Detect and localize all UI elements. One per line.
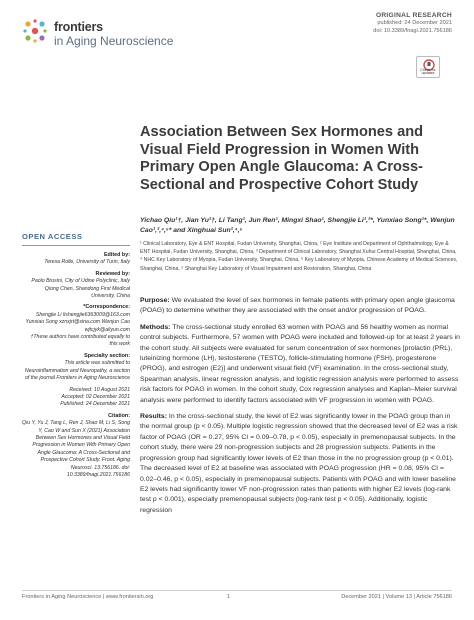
purpose-text: We evaluated the level of sex hormones in female patients with primary open angle glaucoma (POAG) to determine whether they are associated with the onset and/or progression of POAG. bbox=[140, 297, 455, 315]
article-meta bbox=[282, 12, 452, 35]
methods-heading: Methods: bbox=[140, 323, 171, 331]
footer-journal-link[interactable]: Frontiers in Aging Neuroscience | www.frontiersin.org bbox=[22, 594, 154, 600]
citation-heading: Citation: bbox=[108, 412, 130, 419]
published-date-sidebar: Published: 24 December 2021 bbox=[60, 401, 130, 408]
abstract-methods bbox=[140, 323, 460, 406]
accepted-date: Accepted: 02 December 2021 bbox=[61, 393, 130, 400]
check-updates-label: Check for updates bbox=[420, 67, 436, 76]
footer-issue-info: December 2021 | Volume 13 | Article 756186 bbox=[341, 594, 452, 600]
dates-block bbox=[22, 387, 130, 409]
published-date: published: 24 December 2021 bbox=[377, 20, 452, 26]
article-title: Association Between Sex Hormones and Visual Field Progression in Women With Primary Open Angle Glaucoma: A Cross-Sectional and Prospective Cohort Study bbox=[140, 124, 424, 193]
abstract-purpose bbox=[140, 296, 460, 317]
results-text: In the cross-sectional study, the level of E2 was significantly lower in the POAG group than in the normal group (p < 0.05). Multiple logistic regression showed that the decreased level of E2 was a risk factor of POAG (OR = 0.27, 95% CI = 0.09–0.78, p < 0.05), especially in premenopausal subjects. In the cohort study, there were 29 non-progression subjects and 28 progression subjects. Patients in the progression group had significantly lower levels of E2 than those in the no progression group (p < 0.01). The decreased level of E2 at baseline was associated with POAG progression (HR = 0.08, 95% CI = 0.02–0.46, p < 0.05), especially in premenopausal subjects. Patients with POAG and with lower baseline E2 levels had significantly lower VF non-progression rates than patients with higher E2 levels (log-rank test p < 0.001), especially premenopausal subjects (log-rank test p < 0.05). Additionally, logistic regression bbox=[140, 413, 458, 514]
citation-block bbox=[22, 413, 130, 480]
sidebar-divider bbox=[22, 245, 130, 246]
page-number: 1 bbox=[227, 594, 231, 600]
correspondence-heading: *Correspondence: bbox=[83, 304, 130, 311]
edited-by-text: Teresa Rolle, University of Turin, Italy bbox=[44, 259, 130, 266]
page-footer bbox=[22, 590, 452, 602]
edited-by-block bbox=[22, 252, 130, 267]
results-heading: Results: bbox=[140, 413, 168, 421]
specialty-heading: Specialty section: bbox=[84, 352, 130, 359]
reviewed-by-block bbox=[22, 271, 130, 301]
correspondence-text[interactable]: Shengjie Li lishengjie6363009@163.com Yunxiao Song xznxjrt@sina.com Wenjun Cao wjtcjyk@aliyun.com bbox=[25, 311, 130, 333]
open-access-label: OPEN ACCESS bbox=[22, 232, 83, 241]
equal-contribution-note: †These authors have contributed equally to this work bbox=[30, 334, 130, 348]
specialty-block bbox=[22, 353, 130, 383]
edited-by-heading: Edited by: bbox=[103, 252, 130, 258]
received-date: Received: 10 August 2021 bbox=[69, 386, 130, 393]
journal-logo[interactable] bbox=[22, 18, 222, 50]
author-list: Yichao Qiu¹†, Jian Yu²†, Li Tang¹, Jun Ren¹, Mingxi Shao¹, Shengjie Li¹,²*, Yunxiao Song¹*, Wenjun Cao¹,²,⁴,⁵* and Xinghuai Sun²,⁴,⁵ bbox=[140, 217, 455, 234]
journal-name: in Aging Neuroscience bbox=[54, 34, 174, 48]
reviewed-by-heading: Reviewed by: bbox=[95, 270, 130, 277]
methods-text: The cross-sectional study enrolled 63 women with POAG and 56 healthy women as normal control subjects. Furthermore, 57 women with POAG were included and followed-up for at least 2 years in the cohort study. All subjects were evaluated for serum concentration of sex hormones [prolactin (PRL), luteinizing hormone (LH), testosterone (TESTO), follicle-stimulating hormone (FSH), progesterone (PROG), and estrogen (E2)] and underwent visual field (VF) examination. In the cross-sectional study, Spearman analysis, linear regression analysis, and logistic regression analysis were performed to assess risk factors for POAG in women. In the cohort study, Cox regression analyses and Kaplan–Meier survival analysis were performed to identify factors associated with VF progression in women with POAG. bbox=[140, 323, 460, 404]
sidebar bbox=[22, 232, 130, 483]
publisher-name: frontiers bbox=[54, 20, 103, 34]
correspondence-block bbox=[22, 304, 130, 348]
check-for-updates-button[interactable] bbox=[416, 56, 440, 78]
abstract-results bbox=[140, 412, 460, 516]
purpose-heading: Purpose: bbox=[140, 297, 170, 304]
citation-text: Qiu Y, Yu J, Tang L, Ren J, Shao M, Li S, Song Y, Cao W and Sun X (2021) Association Between Sex Hormones and Visual Field Progression in Women With Primary Open Angle Glaucoma: A Cross-Sectional and Prospective Cohort Study. Front. Aging Neurosci. 13:756186. doi: 10.3389/fnagi.2021.756186 bbox=[22, 420, 130, 478]
doi-link[interactable]: doi: 10.3389/fnagi.2021.756186 bbox=[373, 28, 452, 34]
article-type: ORIGINAL RESEARCH bbox=[375, 12, 452, 19]
abstract bbox=[140, 296, 460, 522]
specialty-text: This article was submitted to Neuroinflammation and Neuropathy, a section of the journal Frontiers in Aging Neuroscience bbox=[24, 360, 130, 382]
reviewed-by-text: Paolo Brusini, City of Udine Polyclinic, Italy Qiong Chen, Shandong First Medical University, China bbox=[31, 278, 130, 300]
affiliations: ¹ Clinical Laboratory, Eye & ENT Hospital, Fudan University, Shanghai, China, ² Eye Institute and Department of Ophthalmology, Eye & ENT Hospital, Fudan University, Shanghai, China, ³ Department of Clinical Laboratory, Shanghai Xuhui Central Hospital, Shanghai, China, ⁴ NHC Key Laboratory of Myopia, Fudan University, Shanghai, China, ⁵ Key Laboratory of Myopia, Chinese Academy of Medical Sciences, Shanghai, China, ⁵ Shanghai Key Laboratory of Visual Impairment and Restoration, Shanghai, China bbox=[140, 241, 458, 272]
frontiers-logo-icon bbox=[22, 18, 48, 44]
